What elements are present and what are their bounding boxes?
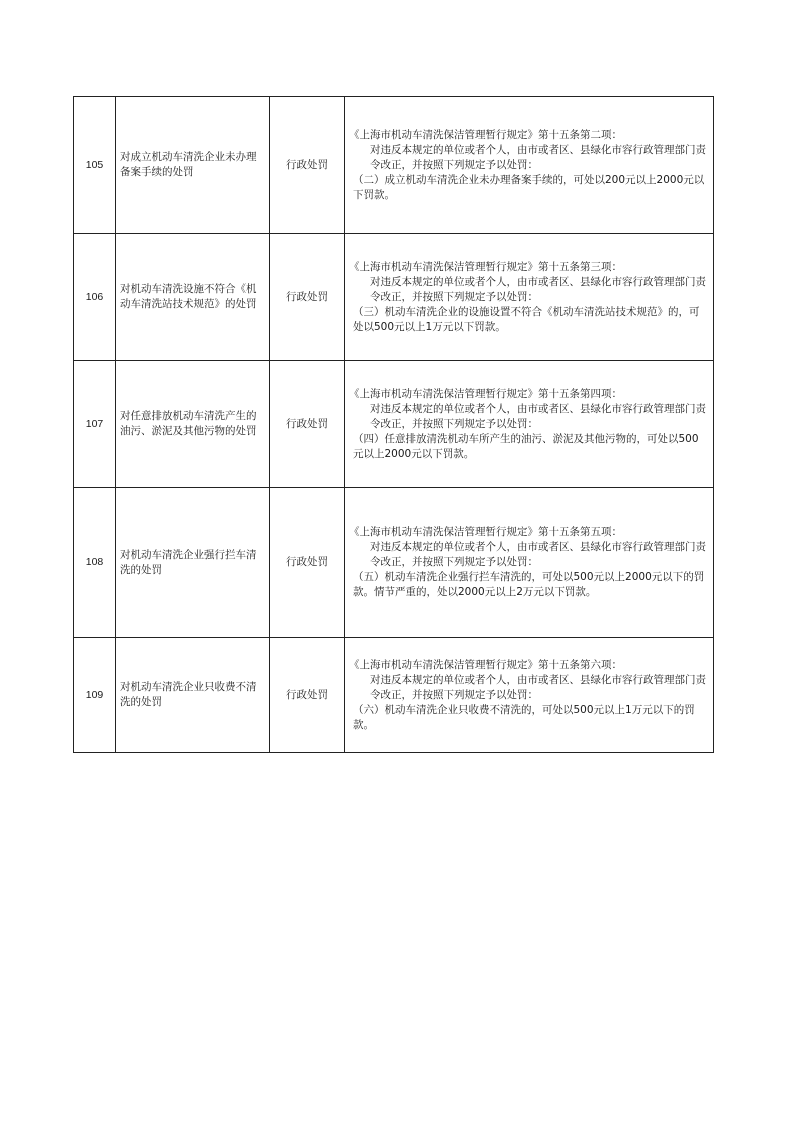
- basis-specific-clause: （四）任意排放清洗机动车所产生的油污、淤泥及其他污物的，可处以500元以上2000元以下罚款。: [353, 432, 699, 460]
- legal-basis: [345, 488, 714, 638]
- basis-specific-clause: （五）机动车清洗企业强行拦车清洗的，可处以500元以上2000元以下的罚款。情节严重的，处以2000元以上2万元以下罚款。: [353, 571, 705, 598]
- row-number: 106: [74, 234, 116, 361]
- penalty-item: 对机动车清洗企业强行拦车清洗的处罚: [116, 488, 270, 638]
- penalty-item: 对机动车清洗企业只收费不清洗的处罚: [116, 638, 270, 753]
- table-row: [74, 97, 714, 234]
- penalty-table: [73, 96, 714, 753]
- basis-general-clause: 对违反本规定的单位或者个人，由市或者区、县绿化市容行政管理部门责令改正，并按照下列规定予以处罚：: [370, 275, 706, 303]
- row-number: 109: [74, 638, 116, 753]
- penalty-type: 行政处罚: [270, 488, 345, 638]
- table-row: [74, 638, 714, 753]
- basis-citation: 《上海市机动车清洗保洁管理暂行规定》第十五条第二项：: [349, 128, 622, 141]
- legal-basis: [345, 97, 714, 234]
- legal-basis: [345, 638, 714, 753]
- table-row: [74, 361, 714, 488]
- row-number: 107: [74, 361, 116, 488]
- penalty-type: 行政处罚: [270, 234, 345, 361]
- basis-general-clause: 对违反本规定的单位或者个人，由市或者区、县绿化市容行政管理部门责令改正，并按照下列规定予以处罚：: [370, 541, 706, 568]
- penalty-item: 对任意排放机动车清洗产生的油污、淤泥及其他污物的处罚: [116, 361, 270, 488]
- basis-general-clause: 对违反本规定的单位或者个人，由市或者区、县绿化市容行政管理部门责令改正，并按照下列规定予以处罚：: [370, 143, 706, 171]
- basis-specific-clause: （六）机动车清洗企业只收费不清洗的，可处以500元以上1万元以下的罚款。: [353, 703, 695, 731]
- basis-citation: 《上海市机动车清洗保洁管理暂行规定》第十五条第四项：: [349, 387, 622, 400]
- basis-citation: 《上海市机动车清洗保洁管理暂行规定》第十五条第六项：: [349, 658, 622, 671]
- table-row: [74, 488, 714, 638]
- row-number: 105: [74, 97, 116, 234]
- basis-general-clause: 对违反本规定的单位或者个人，由市或者区、县绿化市容行政管理部门责令改正，并按照下列规定予以处罚：: [370, 402, 706, 430]
- penalty-type: 行政处罚: [270, 361, 345, 488]
- basis-specific-clause: （二）成立机动车清洗企业未办理备案手续的，可处以200元以上2000元以下罚款。: [353, 173, 705, 201]
- basis-citation: 《上海市机动车清洗保洁管理暂行规定》第十五条第五项：: [349, 526, 622, 538]
- legal-basis: [345, 361, 714, 488]
- penalty-item: 对机动车清洗设施不符合《机动车清洗站技术规范》的处罚: [116, 234, 270, 361]
- table-row: [74, 234, 714, 361]
- basis-specific-clause: （三）机动车清洗企业的设施设置不符合《机动车清洗站技术规范》的，可处以500元以上1万元以下罚款。: [353, 305, 700, 333]
- penalty-type: 行政处罚: [270, 97, 345, 234]
- penalty-item: 对成立机动车清洗企业未办理备案手续的处罚: [116, 97, 270, 234]
- row-number: 108: [74, 488, 116, 638]
- legal-basis: [345, 234, 714, 361]
- basis-citation: 《上海市机动车清洗保洁管理暂行规定》第十五条第三项：: [349, 260, 622, 273]
- penalty-type: 行政处罚: [270, 638, 345, 753]
- basis-general-clause: 对违反本规定的单位或者个人，由市或者区、县绿化市容行政管理部门责令改正，并按照下列规定予以处罚：: [370, 673, 706, 701]
